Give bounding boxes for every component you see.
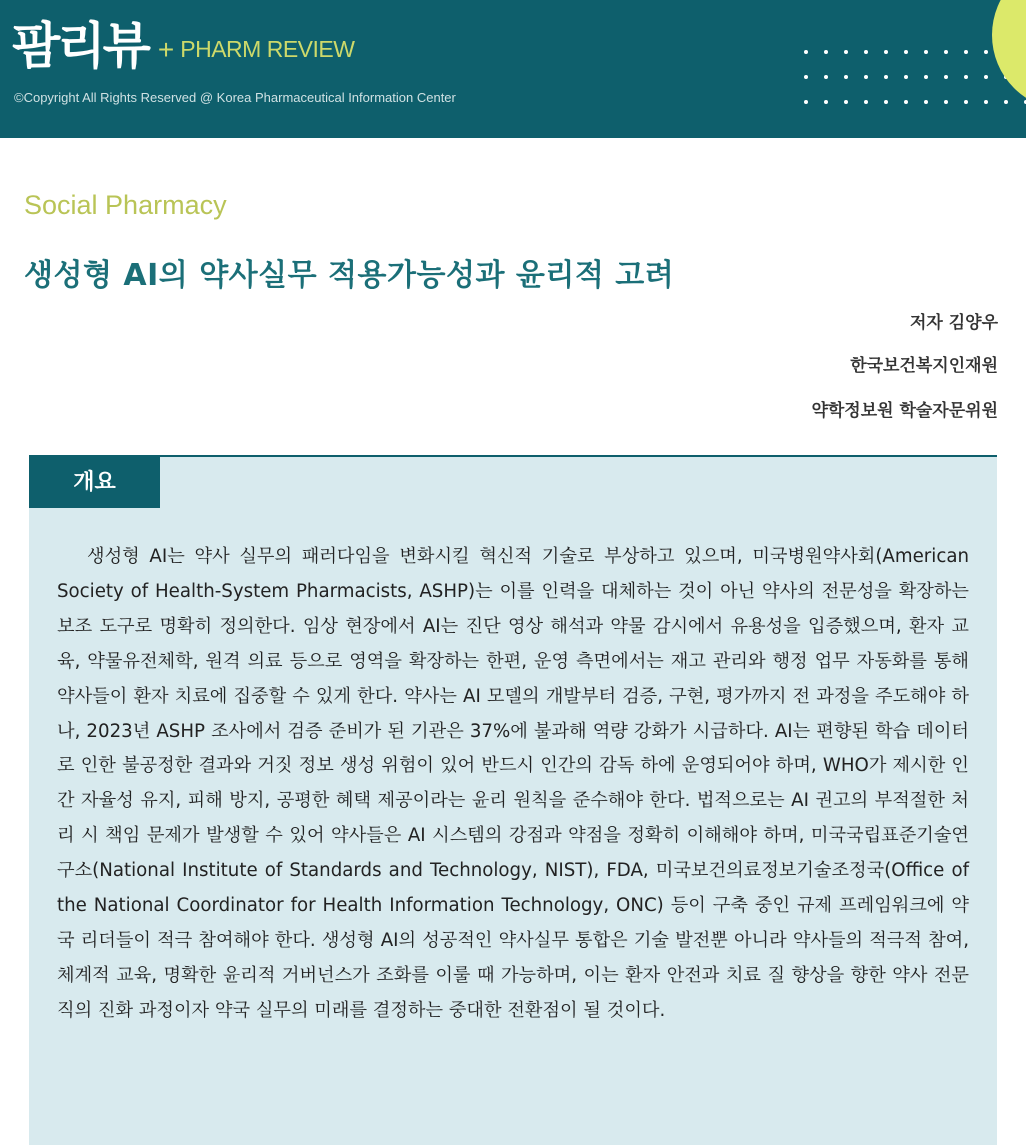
decorative-dot — [904, 100, 908, 104]
summary-text: 생성형 AI는 약사 실무의 패러다임을 변화시킬 혁신적 기술로 부상하고 있으며, 미국병원약사회(American Society of Health-System Pharmacists, ASHP)는 이를 인력을 대체하는 것이 아닌 약사의 전문성을 확장하는 보조 도구로 명확히 정의한다. 임상 현장에서 AI는 진단 영상 해석과 약물 감시에서 유용성을 입증했으며, 환자 교육, 약물유전체학, 원격 의료 등으로 영역을 확장하는 한편, 운영 측면에서는 재고 관리와 행정 업무 자동화를 통해 약사들이 환자 치료에 집중할 수 있게 한다. 약사는 AI 모델의 개발부터 검증, 구현, 평가까지 전 과정을 주도해야 하나, 2023년 ASHP 조사에서 검증 준비가 된 기관은 37%에 불과해 역량 강화가 시급하다. AI는 편향된 학습 데이터로 인한 불공정한 결과와 거짓 정보 생성 위험이 있어 반드시 인간의 감독 하에 운영되어야 하며, WHO가 제시한 인간 자율성 유지, 피해 방지, 공평한 혜택 제공이라는 윤리 원칙을 준수해야 한다. 법적으로는 AI 권고의 부적절한 처리 시 책임 문제가 발생할 수 있어 약사들은 AI 시스템의 강점과 약점을 정확히 이해해야 하며, 미국국립표준기술연구소(National Institute of Standards and Technology, NIST), FDA, 미국보건의료정보기술조정국(Office of the National Coordinator for Health Information Technology, ONC) 등이 구축 중인 규제 프레임워크에 약국 리더들이 적극 참여해야 한다. 생성형 AI의 성공적인 약사실무 통합은 기술 발전뿐 아니라 약사들의 적극적 참여, 체계적 교육, 명확한 윤리적 거버넌스가 조화를 이룰 때 가능하며, 이는 환자 안전과 치료 질 향상을 향한 약사 전문직의 진화 과정이자 약국 실무의 미래를 결정하는 중대한 전환점이 될 것이다. — [57, 546, 969, 1021]
decorative-dot — [804, 100, 808, 104]
decorative-dot — [984, 50, 988, 54]
copyright-notice: ©Copyright All Rights Reserved @ Korea Pharmaceutical Information Center — [14, 90, 456, 105]
decorative-dot — [984, 100, 988, 104]
decorative-dot — [984, 75, 988, 79]
decorative-dot — [924, 100, 928, 104]
decorative-dot — [824, 75, 828, 79]
decorative-dot — [844, 75, 848, 79]
section-label: Social Pharmacy — [24, 190, 227, 220]
decorative-dot — [864, 50, 868, 54]
decorative-dot — [844, 50, 848, 54]
decorative-dot — [824, 100, 828, 104]
decorative-dot — [944, 50, 948, 54]
article-title: 생성형 AI의 약사실무 적용가능성과 윤리적 고려 — [24, 258, 675, 293]
summary-label: 개요 — [29, 457, 160, 508]
brand-english-name: PHARM REVIEW — [180, 36, 355, 62]
decorative-dot — [884, 75, 888, 79]
author-affiliation-1: 한국보건복지인재원 — [850, 356, 998, 376]
decorative-dot — [1004, 100, 1008, 104]
decorative-dot — [884, 100, 888, 104]
decorative-dot — [804, 50, 808, 54]
decorative-dot — [824, 50, 828, 54]
decorative-dot — [964, 100, 968, 104]
decorative-dot — [864, 75, 868, 79]
decorative-dot — [924, 50, 928, 54]
summary-box — [29, 455, 997, 1145]
brand-logo — [12, 14, 354, 78]
author-name: 저자 김양우 — [909, 313, 998, 333]
decorative-dot — [884, 50, 888, 54]
decorative-dot — [964, 50, 968, 54]
decorative-dot — [804, 75, 808, 79]
header-banner — [0, 0, 1026, 138]
decorative-dot — [904, 50, 908, 54]
decorative-dot — [944, 75, 948, 79]
decorative-dot — [924, 75, 928, 79]
decorative-dot — [844, 100, 848, 104]
decorative-dot-grid — [804, 50, 1026, 104]
decorative-dot — [904, 75, 908, 79]
decorative-dot — [944, 100, 948, 104]
brand-plus-sign: + — [157, 34, 175, 65]
author-affiliation-2: 약학정보원 학술자문위원 — [811, 401, 998, 421]
decorative-dot — [964, 75, 968, 79]
decorative-dot — [864, 100, 868, 104]
brand-korean-name: 팜리뷰 — [12, 17, 148, 75]
